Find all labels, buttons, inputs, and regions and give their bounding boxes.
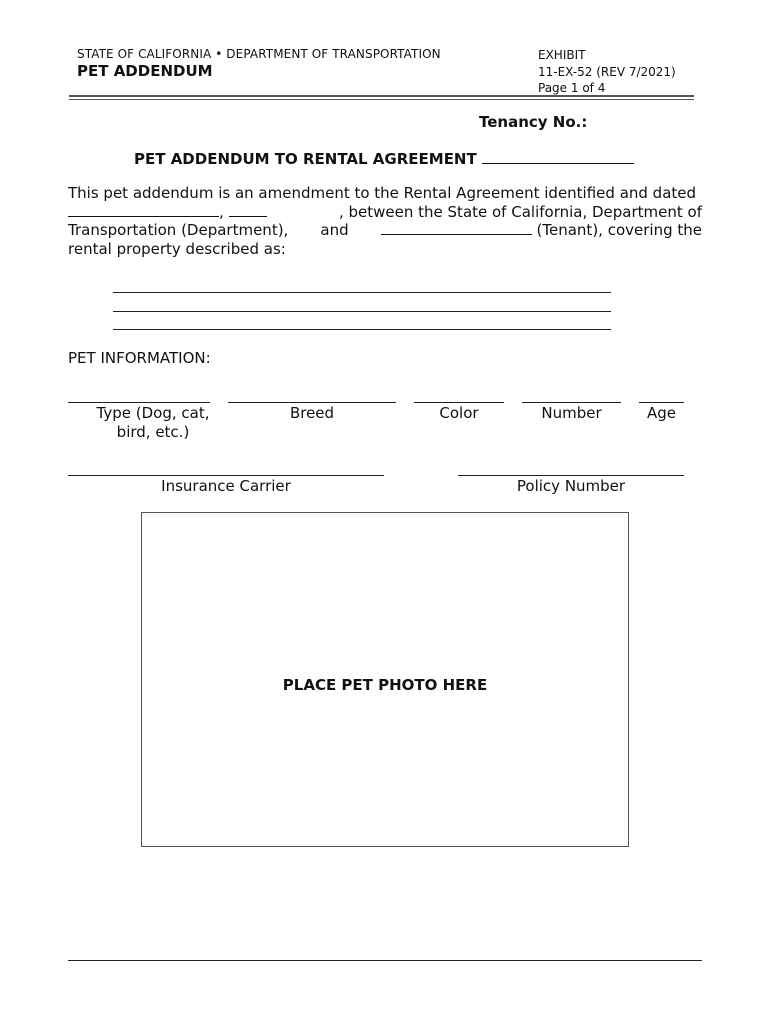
pet-photo-placeholder: PLACE PET PHOTO HERE: [282, 676, 488, 694]
pet-information-label: PET INFORMATION:: [68, 349, 211, 367]
pet-color-line[interactable]: [414, 402, 504, 403]
header-divider-thick: [69, 95, 694, 97]
tenant-name-blank[interactable]: [381, 221, 532, 235]
pet-breed-label: Breed: [289, 404, 335, 422]
pet-age-label: Age: [646, 404, 676, 422]
tenancy-number-label: Tenancy No.:: [479, 113, 588, 131]
pet-number-line[interactable]: [522, 402, 621, 403]
page-indicator: Page 1 of 4: [538, 81, 606, 95]
property-description-line-3[interactable]: [113, 329, 611, 330]
pet-number-label: Number: [541, 404, 602, 422]
date-blank[interactable]: [68, 203, 219, 217]
paragraph-text-2: , between the State of California, Department of: [338, 202, 702, 221]
comma: ,: [219, 202, 224, 221]
form-name: PET ADDENDUM: [77, 62, 213, 80]
paragraph-line-3: [68, 221, 702, 240]
paragraph-line-4: [68, 240, 702, 259]
pet-color-label: Color: [439, 404, 479, 422]
paragraph-text-3b: and: [320, 221, 349, 240]
date-blanks: [68, 203, 267, 222]
exhibit-label: EXHIBIT: [538, 48, 586, 62]
policy-number-label: Policy Number: [516, 477, 626, 495]
agency-header: STATE OF CALIFORNIA • DEPARTMENT OF TRANSPORTATION: [77, 47, 441, 61]
paragraph-line-1: [68, 184, 702, 203]
pet-breed-line[interactable]: [228, 402, 396, 403]
addendum-paragraph: [68, 184, 702, 258]
paragraph-text-1: This pet addendum is an amendment to the Rental Agreement identified and dated: [68, 184, 697, 202]
document-title-text: PET ADDENDUM TO RENTAL AGREEMENT: [134, 150, 477, 168]
paragraph-text-3a: Transportation (Department),: [68, 221, 289, 240]
tenant-group: [381, 221, 702, 240]
agreement-number-blank[interactable]: [482, 149, 634, 164]
property-description-line-2[interactable]: [113, 311, 611, 312]
pet-type-label-line-2: bird, etc.): [116, 423, 190, 441]
insurance-carrier-label: Insurance Carrier: [161, 477, 291, 495]
form-number: 11-EX-52 (REV 7/2021): [538, 64, 676, 79]
paragraph-line-2: [68, 203, 702, 222]
footer-divider: [68, 960, 702, 961]
property-description-line-1[interactable]: [113, 292, 611, 293]
pet-type-line[interactable]: [68, 402, 210, 403]
document-title: [134, 149, 634, 168]
year-blank[interactable]: [229, 203, 267, 217]
pet-type-label: [68, 404, 238, 442]
form-id-block: [538, 47, 676, 97]
insurance-carrier-line[interactable]: [68, 475, 384, 476]
paragraph-text-4: rental property described as:: [68, 239, 286, 258]
pet-type-label-line-1: Type (Dog, cat,: [96, 404, 210, 422]
header-divider-thin: [69, 99, 694, 100]
policy-number-line[interactable]: [458, 475, 684, 476]
pet-age-line[interactable]: [639, 402, 684, 403]
paragraph-text-3c: (Tenant), covering the: [536, 221, 702, 240]
